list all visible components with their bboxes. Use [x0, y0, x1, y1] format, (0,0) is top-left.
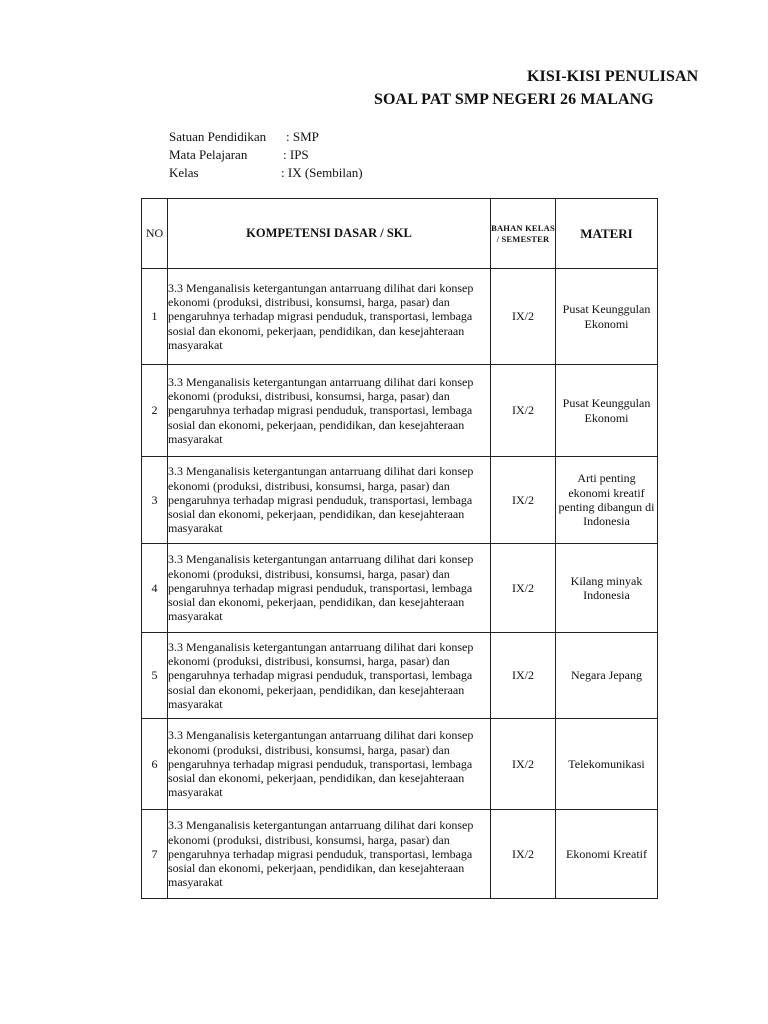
title-line-2: SOAL PAT SMP NEGERI 26 MALANG — [374, 91, 654, 108]
kompetensi-dasar-text: 3.3 Menganalisis ketergantungan antarruang dilihat dari konsep ekonomi (produksi, distribusi, konsumsi, harga, pasar) dan pengaruhnya terhadap migrasi penduduk, transportasi, lembaga sosial dan ekonomi, pekerjaan, pendidikan, dan kesejahteraan masyarakat — [168, 464, 474, 536]
header-no: NO — [142, 199, 168, 269]
kompetensi-dasar-text: 3.3 Menganalisis ketergantungan antarruang dilihat dari konsep ekonomi (produksi, distribusi, konsumsi, harga, pasar) dan pengaruhnya terhadap migrasi penduduk, transportasi, lembaga sosial dan ekonomi, pekerjaan, pendidikan, dan kesejahteraan masyarakat — [168, 639, 474, 711]
row-number: 1 — [142, 269, 168, 365]
materi-cell: Pusat Keunggulan Ekonomi — [556, 269, 658, 365]
info-value: : IPS — [283, 147, 309, 162]
header-materi: MATERI — [556, 199, 658, 269]
bahan-kelas-cell: IX/2 — [491, 365, 556, 457]
info-label: Mata Pelajaran — [169, 147, 248, 162]
table-row — [142, 457, 658, 544]
info-value: : IX (Sembilan) — [281, 165, 363, 180]
bahan-kelas-cell: IX/2 — [491, 457, 556, 544]
kompetensi-dasar-cell — [168, 269, 491, 365]
bahan-kelas-cell: IX/2 — [491, 810, 556, 899]
table-row — [142, 544, 658, 633]
table-row — [142, 719, 658, 810]
info-row-satuan — [169, 128, 429, 146]
bahan-kelas-cell: IX/2 — [491, 269, 556, 365]
info-row-mapel — [169, 146, 429, 164]
row-number: 6 — [142, 719, 168, 810]
kompetensi-dasar-cell — [168, 365, 491, 457]
row-number: 7 — [142, 810, 168, 899]
materi-cell: Telekomunikasi — [556, 719, 658, 810]
row-number: 5 — [142, 633, 168, 719]
bahan-kelas-cell: IX/2 — [491, 544, 556, 633]
kompetensi-dasar-text: 3.3 Menganalisis ketergantungan antarruang dilihat dari konsep ekonomi (produksi, distribusi, konsumsi, harga, pasar) dan pengaruhnya terhadap migrasi penduduk, transportasi, lembaga sosial dan ekonomi, pekerjaan, pendidikan, dan kesejahteraan masyarakat — [168, 552, 474, 624]
document-info — [169, 128, 429, 182]
row-number: 3 — [142, 457, 168, 544]
table-row — [142, 365, 658, 457]
kompetensi-dasar-text: 3.3 Menganalisis ketergantungan antarruang dilihat dari konsep ekonomi (produksi, distribusi, konsumsi, harga, pasar) dan pengaruhnya terhadap migrasi penduduk, transportasi, lembaga sosial dan ekonomi, pekerjaan, pendidikan, dan kesejahteraan masyarakat — [168, 374, 474, 446]
info-label: Kelas — [169, 165, 199, 180]
info-row-kelas — [169, 164, 429, 182]
materi-cell: Kilang minyak Indonesia — [556, 544, 658, 633]
kompetensi-dasar-text: 3.3 Menganalisis ketergantungan antarruang dilihat dari konsep ekonomi (produksi, distribusi, konsumsi, harga, pasar) dan pengaruhnya terhadap migrasi penduduk, transportasi, lembaga sosial dan ekonomi, pekerjaan, pendidikan, dan kesejahteraan masyarakat — [168, 818, 474, 890]
materi-cell: Negara Jepang — [556, 633, 658, 719]
kompetensi-dasar-cell — [168, 544, 491, 633]
kompetensi-dasar-cell — [168, 719, 491, 810]
table-row — [142, 269, 658, 365]
info-label: Satuan Pendidikan — [169, 129, 267, 144]
title-line-1: KISI-KISI PENULISAN — [527, 68, 699, 85]
bahan-kelas-cell: IX/2 — [491, 633, 556, 719]
info-value: : SMP — [286, 129, 319, 144]
kompetensi-dasar-cell — [168, 810, 491, 899]
document-title — [0, 68, 699, 112]
kisi-kisi-table — [141, 198, 658, 899]
header-bahan: BAHAN KELAS / SEMESTER — [491, 199, 556, 269]
materi-cell: Ekonomi Kreatif — [556, 810, 658, 899]
table-header-row — [142, 199, 658, 269]
row-number: 2 — [142, 365, 168, 457]
kompetensi-dasar-text: 3.3 Menganalisis ketergantungan antarruang dilihat dari konsep ekonomi (produksi, distribusi, konsumsi, harga, pasar) dan pengaruhnya terhadap migrasi penduduk, transportasi, lembaga sosial dan ekonomi, pekerjaan, pendidikan, dan kesejahteraan masyarakat — [168, 280, 474, 352]
materi-cell: Arti penting ekonomi kreatif penting dibangun di Indonesia — [556, 457, 658, 544]
kompetensi-dasar-cell — [168, 633, 491, 719]
header-kompetensi: KOMPETENSI DASAR / SKL — [168, 199, 491, 269]
table-row — [142, 810, 658, 899]
table-row — [142, 633, 658, 719]
kompetensi-dasar-text: 3.3 Menganalisis ketergantungan antarruang dilihat dari konsep ekonomi (produksi, distribusi, konsumsi, harga, pasar) dan pengaruhnya terhadap migrasi penduduk, transportasi, lembaga sosial dan ekonomi, pekerjaan, pendidikan, dan kesejahteraan masyarakat — [168, 728, 474, 800]
bahan-kelas-cell: IX/2 — [491, 719, 556, 810]
row-number: 4 — [142, 544, 168, 633]
kompetensi-dasar-cell — [168, 457, 491, 544]
materi-cell: Pusat Keunggulan Ekonomi — [556, 365, 658, 457]
